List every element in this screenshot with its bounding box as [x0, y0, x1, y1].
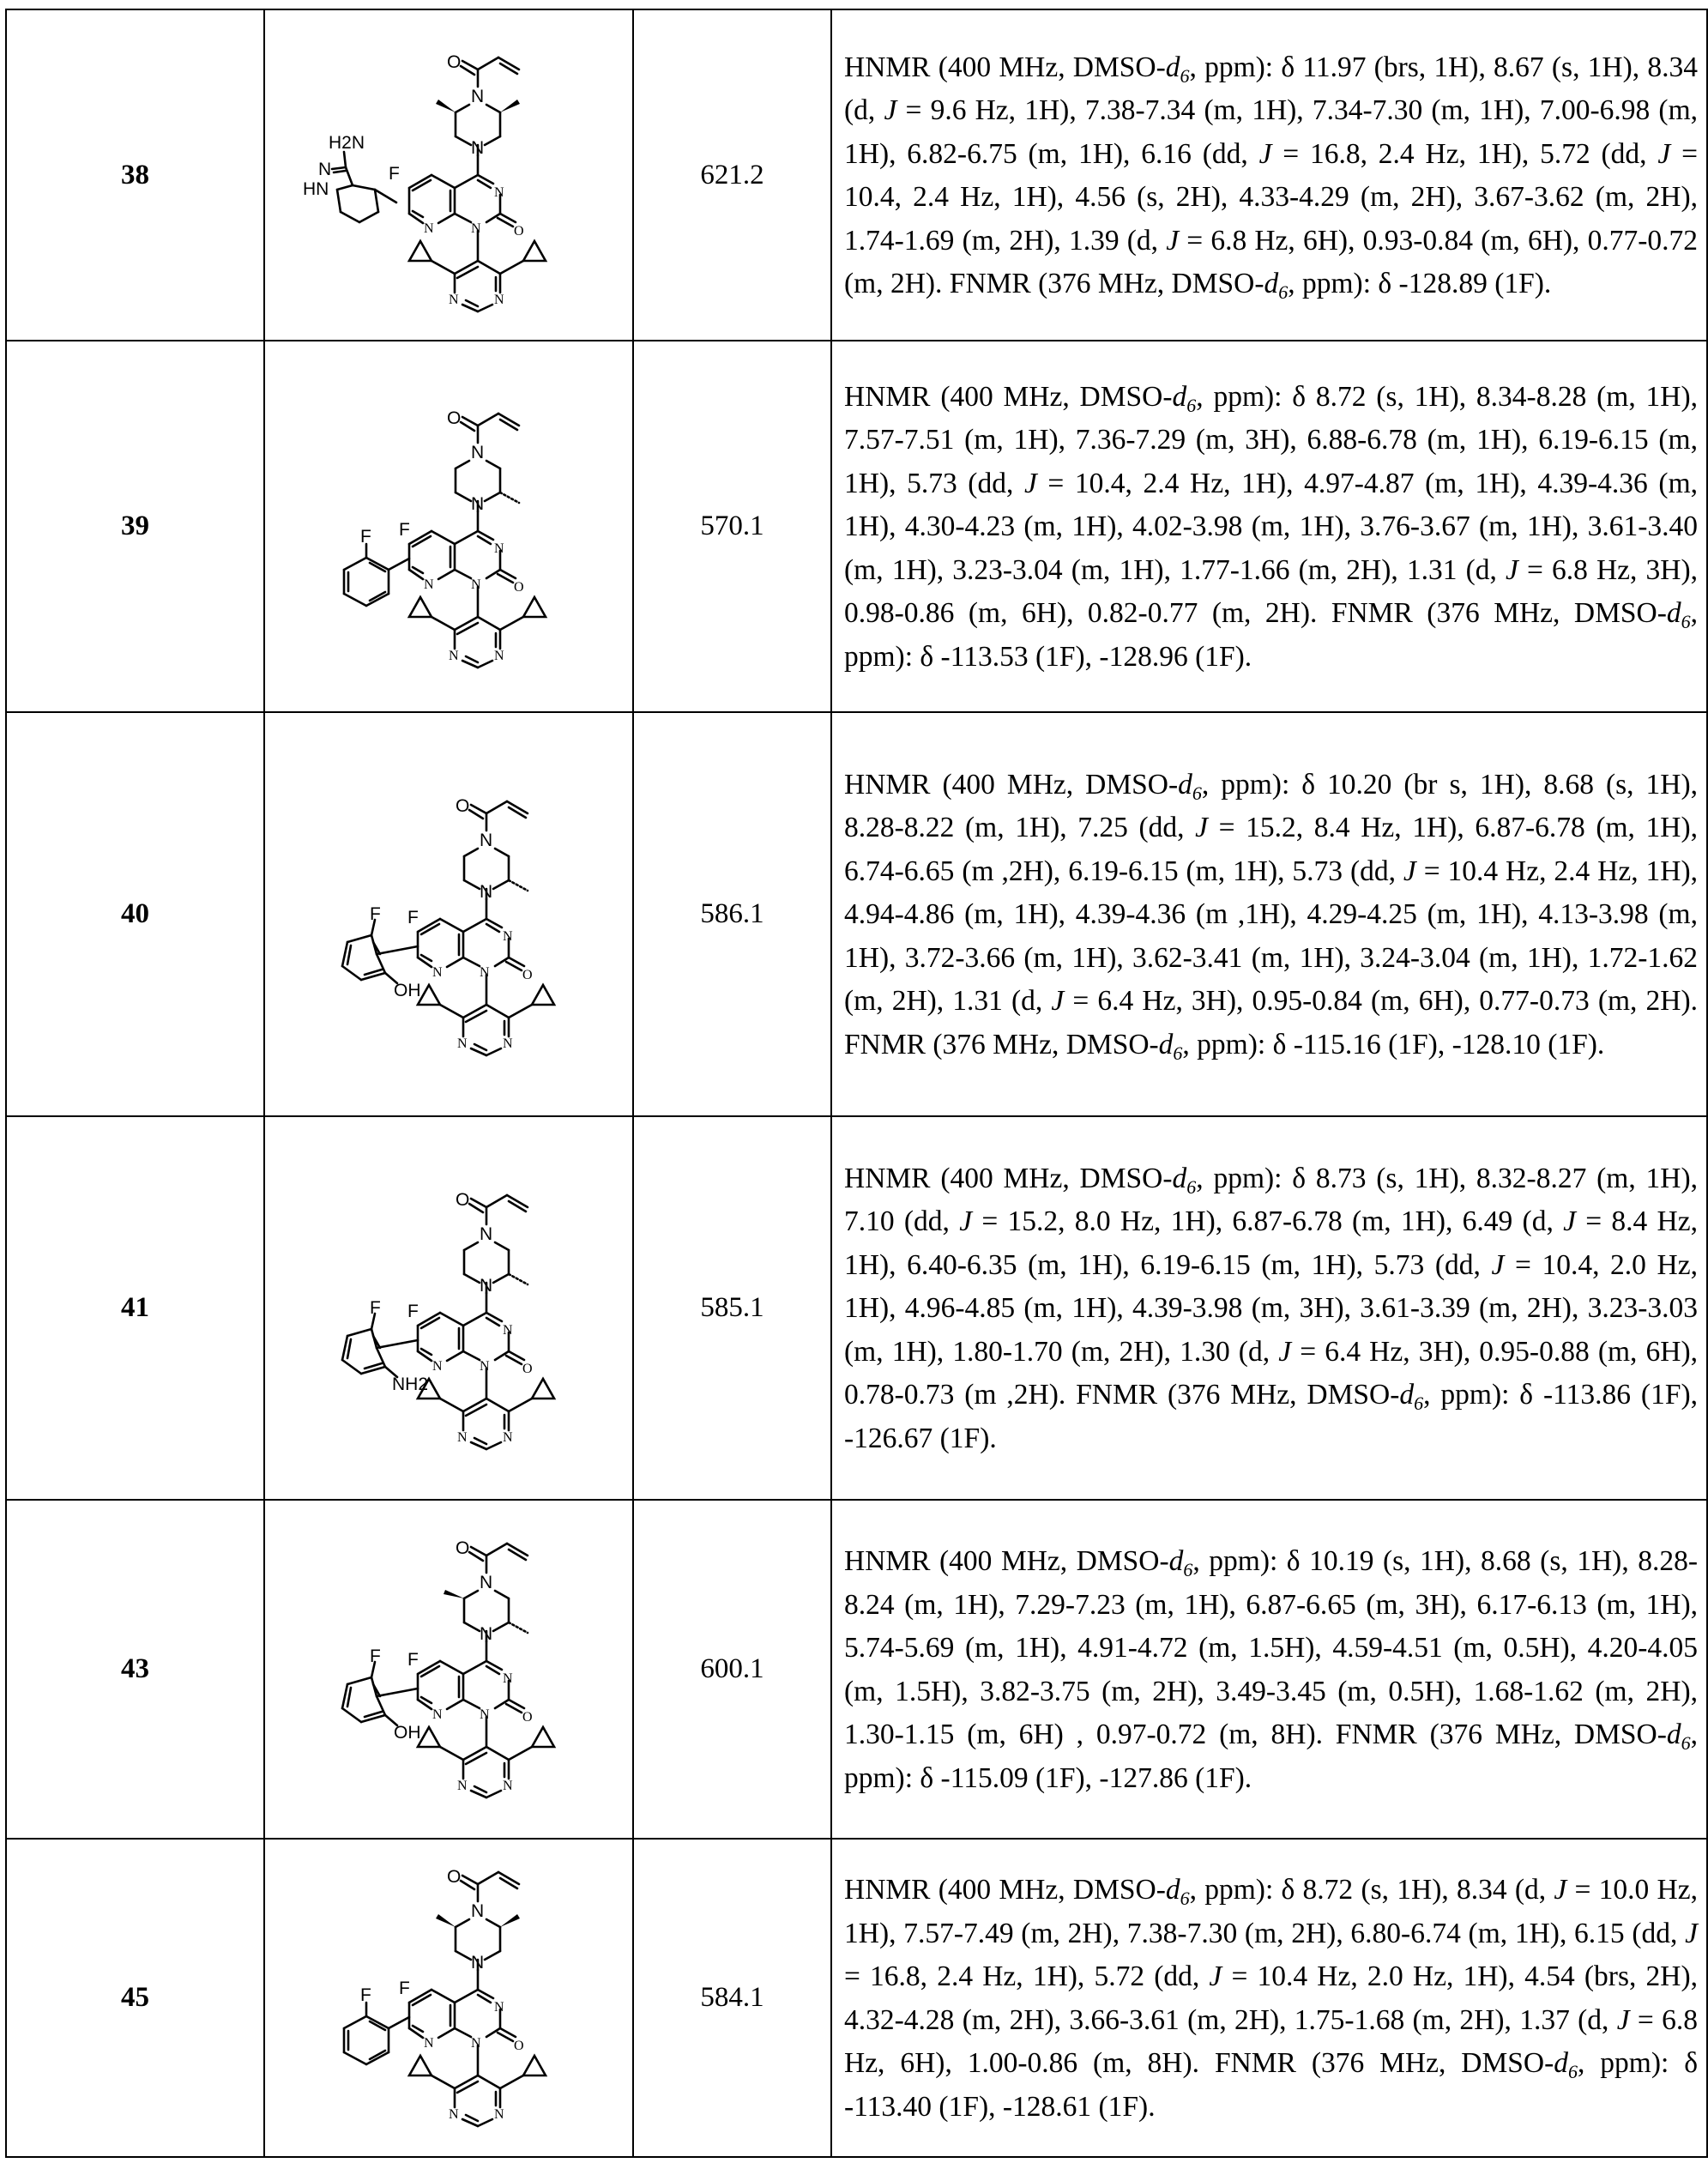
- nmr-data: HNMR (400 MHz, DMSO-$d_6$, ppm): δ 11.97 (brs, 1H), 8.67 (s, 1H), 8.34 (d, J = 9.6 Hz, 1H), 7.38-7.34 (m, 1H), 7.34-7.30 (m, 1H), 7.00-6.98 (m, 1H), 6.82-6.75 (m, 1H), 6.16 (dd, J = 16.8, 2.4 Hz, 1H), 5.72 (dd, J = 10.4, 2.4 Hz, 1H), 4.56 (s, 2H), 4.33-4.29 (m, 2H), 3.67-3.62 (m, 2H), 1.74-1.69 (m, 2H), 1.39 (d, J = 6.8 Hz, 6H), 0.93-0.84 (m, 6H), 0.77-0.72 (m, 2H). FNMR (376 MHz, DMSO-$d_6$, ppm): δ -128.89 (1F).: [831, 9, 1707, 341]
- molecule-structure-icon: [303, 1145, 594, 1471]
- molecule-structure-icon: [303, 1848, 594, 2148]
- svg-text:N: N: [318, 160, 332, 179]
- svg-text:NH2: NH2: [392, 1374, 429, 1394]
- nmr-data: HNMR (400 MHz, DMSO-$d_6$, ppm): δ 10.19 (s, 1H), 8.68 (s, 1H), 8.28-8.24 (m, 1H), 7.29-7.23 (m, 1H), 6.87-6.65 (m, 3H), 6.17-6.13 (m, 1H), 5.74-5.69 (m, 1H), 4.91-4.72 (m, 1.5H), 4.59-4.51 (m, 0.5H), 4.20-4.05 (m, 1.5H), 3.82-3.75 (m, 2H), 3.49-3.45 (m, 0.5H), 1.68-1.62 (m, 2H), 1.30-1.15 (m, 6H) , 0.97-0.72 (m, 8H). FNMR (376 MHz, DMSO-$d_6$, ppm): δ -115.09 (1F), -127.86 (1F).: [831, 1500, 1707, 1839]
- mass-value: 600.1: [633, 1500, 831, 1839]
- svg-text:O: O: [456, 1538, 470, 1558]
- svg-text:O: O: [456, 1189, 470, 1210]
- svg-text:F: F: [389, 164, 400, 184]
- svg-text:F: F: [399, 1978, 410, 1998]
- svg-text:HN: HN: [303, 179, 329, 199]
- svg-text:O: O: [447, 1866, 462, 1887]
- structure-cell: [264, 341, 633, 712]
- compound-number: 45: [6, 1839, 264, 2157]
- nmr-data: HNMR (400 MHz, DMSO-$d_6$, ppm): δ 8.72 (s, 1H), 8.34 (d, J = 10.0 Hz, 1H), 7.57-7.49 (m, 2H), 7.38-7.30 (m, 2H), 6.80-6.74 (m, 1H), 6.15 (dd, J = 16.8, 2.4 Hz, 1H), 5.72 (dd, J = 10.4 Hz, 2.0 Hz, 1H), 4.54 (brs, 2H), 4.32-4.28 (m, 2H), 3.66-3.61 (m, 2H), 1.75-1.68 (m, 2H), 1.37 (d, J = 6.8 Hz, 6H), 1.00-0.86 (m, 8H). FNMR (376 MHz, DMSO-$d_6$, ppm): δ -113.40 (1F), -128.61 (1F).: [831, 1839, 1707, 2157]
- structure-cell: [264, 1839, 633, 2157]
- compound-number: 38: [6, 9, 264, 341]
- molecule-structure-icon: [303, 1511, 594, 1828]
- compound-data-table: [5, 9, 1708, 2158]
- svg-text:N: N: [480, 1275, 493, 1296]
- structure-cell: [264, 1500, 633, 1839]
- svg-text:N: N: [480, 881, 493, 902]
- svg-text:N: N: [480, 830, 493, 850]
- svg-text:N: N: [471, 493, 485, 514]
- compound-number: 41: [6, 1116, 264, 1500]
- table-row: [6, 1116, 1707, 1500]
- svg-text:F: F: [360, 526, 371, 547]
- molecule-structure-icon: [303, 16, 594, 334]
- table-row: [6, 1839, 1707, 2157]
- mass-value: 570.1: [633, 341, 831, 712]
- structure-cell: [264, 1116, 633, 1500]
- mass-value: 584.1: [633, 1839, 831, 2157]
- svg-text:OH: OH: [394, 1722, 421, 1743]
- svg-text:F: F: [407, 1649, 419, 1670]
- nmr-data: HNMR (400 MHz, DMSO-$d_6$, ppm): δ 10.20 (br s, 1H), 8.68 (s, 1H), 8.28-8.22 (m, 1H), 7.25 (dd, J = 15.2, 8.4 Hz, 1H), 6.87-6.78 (m, 1H), 6.74-6.65 (m ,2H), 6.19-6.15 (m, 1H), 5.73 (dd, J = 10.4 Hz, 2.4 Hz, 1H), 4.94-4.86 (m, 1H), 4.39-4.36 (m ,1H), 4.29-4.25 (m, 1H), 4.13-3.98 (m, 1H), 3.72-3.66 (m, 1H), 3.62-3.41 (m, 1H), 3.24-3.04 (m, 1H), 1.72-1.62 (m, 2H), 1.31 (d, J = 6.4 Hz, 3H), 0.95-0.84 (m, 6H), 0.77-0.73 (m, 2H). FNMR (376 MHz, DMSO-$d_6$, ppm): δ -115.16 (1F), -128.10 (1F).: [831, 712, 1707, 1116]
- compound-number: 40: [6, 712, 264, 1116]
- svg-text:H2N: H2N: [329, 133, 365, 153]
- svg-text:N: N: [480, 1572, 493, 1592]
- mass-value: 585.1: [633, 1116, 831, 1500]
- svg-text:F: F: [399, 519, 410, 540]
- table-row: [6, 341, 1707, 712]
- svg-text:F: F: [370, 1646, 381, 1666]
- structure-cell: [264, 9, 633, 341]
- table-row: [6, 1500, 1707, 1839]
- mass-value: 586.1: [633, 712, 831, 1116]
- svg-text:N: N: [471, 138, 485, 158]
- compound-number: 39: [6, 341, 264, 712]
- nmr-data: HNMR (400 MHz, DMSO-$d_6$, ppm): δ 8.73 (s, 1H), 8.32-8.27 (m, 1H), 7.10 (dd, J = 15.2, 8.0 Hz, 1H), 6.87-6.78 (m, 1H), 6.49 (d, J = 8.4 Hz, 1H), 6.40-6.35 (m, 1H), 6.19-6.15 (m, 1H), 5.73 (dd, J = 10.4, 2.0 Hz, 1H), 4.96-4.85 (m, 1H), 4.39-3.98 (m, 3H), 3.61-3.39 (m, 2H), 3.23-3.03 (m, 1H), 1.80-1.70 (m, 2H), 1.30 (d, J = 6.4 Hz, 3H), 0.95-0.88 (m, 6H), 0.78-0.73 (m ,2H). FNMR (376 MHz, DMSO-$d_6$, ppm): δ -113.86 (1F), -126.67 (1F).: [831, 1116, 1707, 1500]
- molecule-structure-icon: [303, 752, 594, 1078]
- nmr-data: HNMR (400 MHz, DMSO-$d_6$, ppm): δ 8.72 (s, 1H), 8.34-8.28 (m, 1H), 7.57-7.51 (m, 1H), 7.36-7.29 (m, 3H), 6.88-6.78 (m, 1H), 6.19-6.15 (m, 1H), 5.73 (dd, J = 10.4, 2.4 Hz, 1H), 4.97-4.87 (m, 1H), 4.39-4.36 (m, 1H), 4.30-4.23 (m, 1H), 4.02-3.98 (m, 1H), 3.76-3.67 (m, 1H), 3.61-3.40 (m, 1H), 3.23-3.04 (m, 1H), 1.77-1.66 (m, 2H), 1.31 (d, J = 6.8 Hz, 3H), 0.98-0.86 (m, 6H), 0.82-0.77 (m, 2H). FNMR (376 MHz, DMSO-$d_6$, ppm): δ -113.53 (1F), -128.96 (1F).: [831, 341, 1707, 712]
- table-row: [6, 9, 1707, 341]
- svg-text:F: F: [407, 1301, 419, 1321]
- svg-text:N: N: [471, 1900, 485, 1921]
- svg-text:F: F: [407, 907, 419, 927]
- svg-text:N: N: [471, 1952, 485, 1973]
- svg-text:N: N: [480, 1623, 493, 1644]
- compound-number: 43: [6, 1500, 264, 1839]
- svg-text:F: F: [370, 1297, 381, 1318]
- svg-text:O: O: [447, 408, 462, 428]
- svg-text:F: F: [360, 1985, 371, 2005]
- molecule-structure-icon: [303, 364, 594, 690]
- svg-text:O: O: [447, 52, 462, 72]
- svg-text:O: O: [456, 795, 470, 816]
- svg-text:N: N: [471, 87, 485, 106]
- structure-cell: [264, 712, 633, 1116]
- table-row: [6, 712, 1707, 1116]
- svg-text:N: N: [480, 1223, 493, 1244]
- svg-text:OH: OH: [394, 980, 421, 1000]
- mass-value: 621.2: [633, 9, 831, 341]
- svg-text:F: F: [370, 903, 381, 924]
- svg-text:N: N: [471, 442, 485, 462]
